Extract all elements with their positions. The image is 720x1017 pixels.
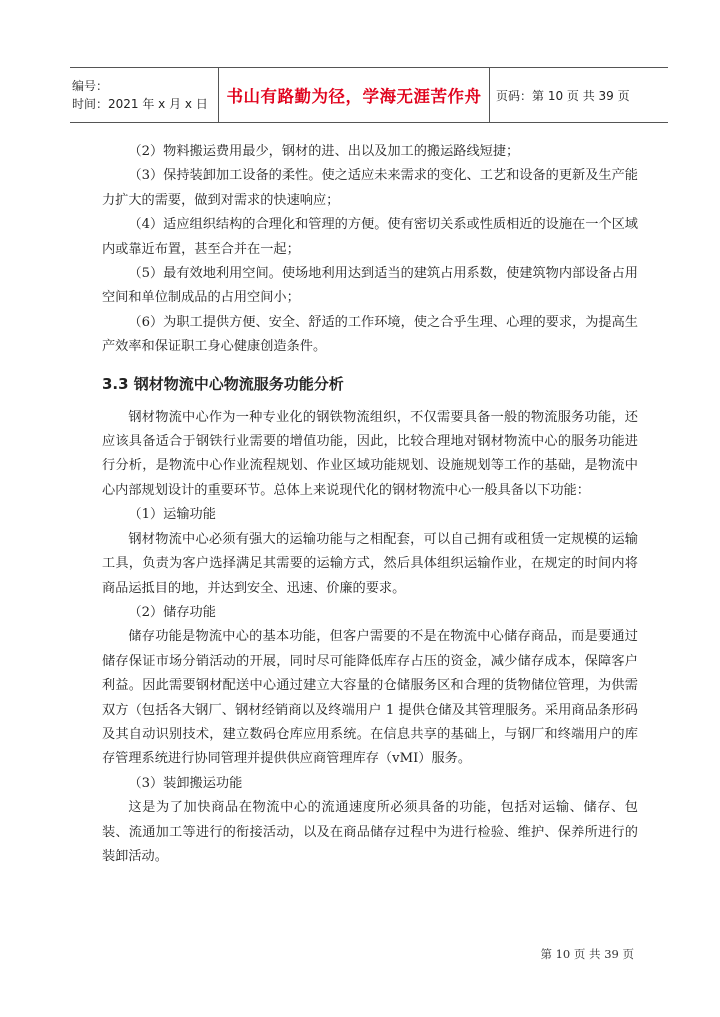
page-header xyxy=(70,67,668,123)
list-item: （3）保持装卸加工设备的柔性。使之适应未来需求的变化、工艺和设备的更新及生产能力扩大的需要，做到对需求的快速响应； xyxy=(102,168,638,208)
section-heading: 3.3 钢材物流中心物流服务功能分析 xyxy=(102,374,344,393)
function-body-transport: 钢材物流中心必须有强大的运输功能与之相配套，可以自己拥有或租赁一定规模的运输工具，负责为客户选择满足其需要的运输方式，然后具体组织运输作业，在规定的时间内将商品运抵目的地，并达到安全、迅速、价廉的要求。 xyxy=(102,531,638,596)
list-item: （6）为职工提供方便、安全、舒适的工作环境，使之合乎生理、心理的要求，为提高生产效率和保证职工身心健康创造条件。 xyxy=(102,314,638,355)
intro-paragraph: 钢材物流中心作为一种专业化的钢铁物流组织，不仅需要具备一般的物流服务功能，还应该具备适合于钢铁行业需要的增值功能，因此，比较合理地对钢材物流中心的服务功能进行分析，是物流中心作业流程规划、作业区域功能规划、设施规划等工作的基础，是物流中心内部规划设计的重要环节。总体上来说现代化的钢材物流中心一般具备以下功能： xyxy=(102,409,638,498)
page-footer: 第 10 页 共 39 页 xyxy=(540,947,634,961)
list-item: （4）适应组织结构的合理化和管理的方便。使有密切关系或性质相近的设施在一个区域内或靠近布置，甚至合并在一起； xyxy=(102,217,638,257)
header-page-info: 页码：第 10 页 共 39 页 xyxy=(496,88,630,103)
header-info xyxy=(70,68,218,122)
document-number-label: 编号： xyxy=(72,79,109,93)
function-title-handling: （3）装卸搬运功能 xyxy=(128,775,243,791)
list-item: （2）物料搬运费用最少，钢材的进、出以及加工的搬运路线短捷； xyxy=(128,144,520,159)
function-body-storage: 储存功能是物流中心的基本功能，但客户需要的不是在物流中心储存商品，而是要通过储存保证市场分销活动的开展，同时尽可能降低库存占压的资金，减少储存成本，保障客户利益。因此需要钢材配送中心通过建立大容量的仓储服务区和合理的货物储位管理，为供需双方（包括各大钢厂、钢材经销商以及终端用户 1 提供仓储及其管理服务。采用商品条形码及其自动识别技术，建立数码仓库应用系统。在信息共享的基础上，与钢厂和终端用户的库存管理系统进行协同管理并提供供应商管理库存（vMI）服务。 xyxy=(102,629,638,767)
list-item: （5）最有效地利用空间。使场地利用达到适当的建筑占用系数，使建筑物内部设备占用空间和单位制成品的占用空间小； xyxy=(102,266,638,306)
function-title-storage: （2）储存功能 xyxy=(128,604,216,620)
document-body xyxy=(102,140,638,869)
function-body-handling: 这是为了加快商品在物流中心的流通速度所必须具备的功能，包括对运输、储存、包装、流通加工等进行的衔接活动，以及在商品储存过程中为进行检验、维护、保养所进行的装卸活动。 xyxy=(102,800,638,864)
header-motto: 书山有路勤为径，学海无涯苦作舟 xyxy=(218,68,490,122)
document-time: 时间：2021 年 x 月 x 日 xyxy=(72,97,208,111)
function-title-transport: （1）运输功能 xyxy=(128,507,216,523)
